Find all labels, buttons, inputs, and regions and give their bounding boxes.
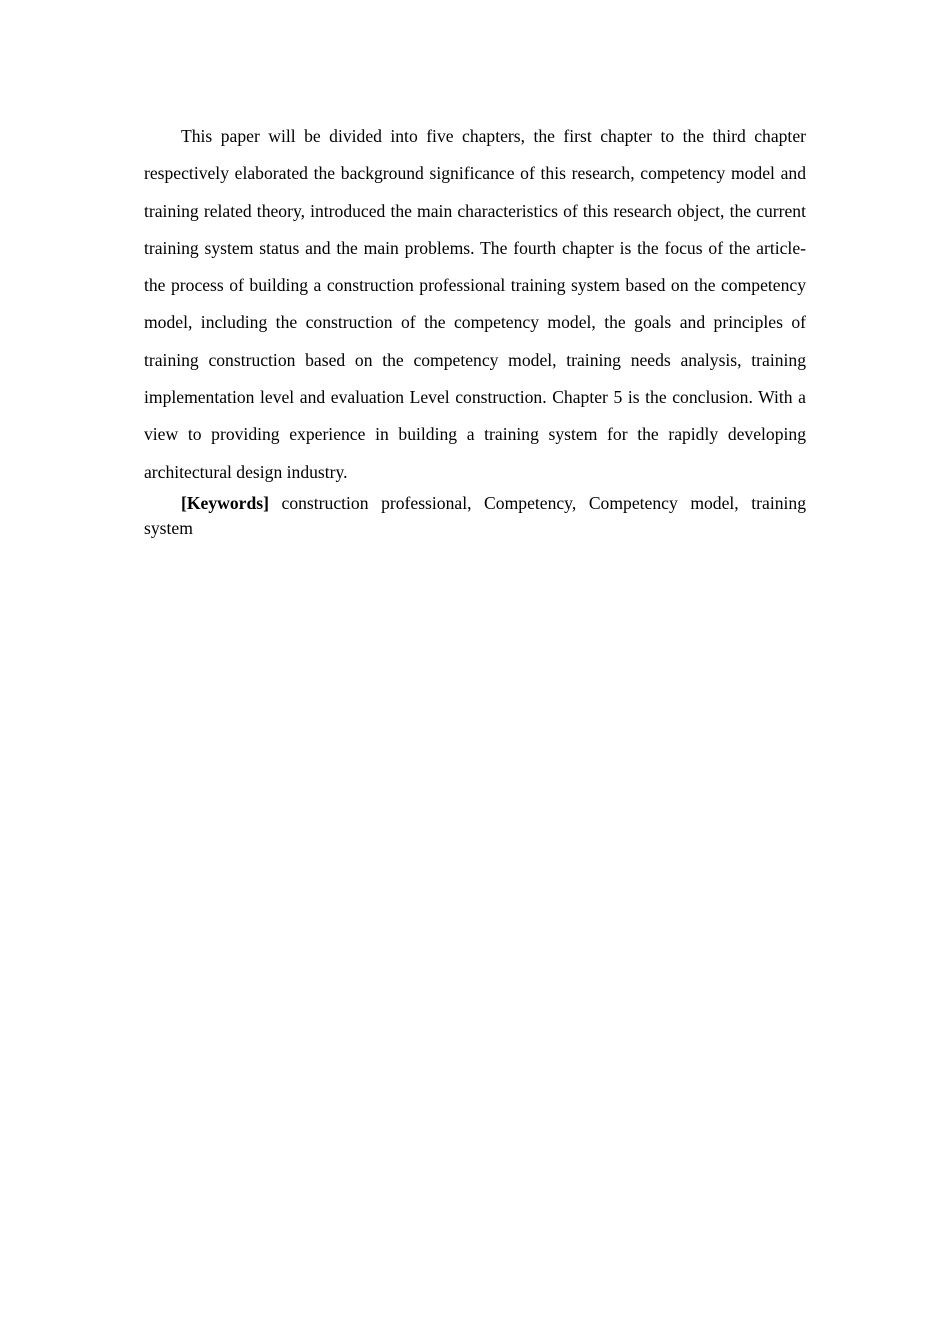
keywords-text: construction professional, Competency, Competency model, training system xyxy=(144,492,806,538)
keywords-line xyxy=(144,491,806,541)
keywords-label: [Keywords] xyxy=(181,492,269,513)
abstract-paragraph: This paper will be divided into five chapters, the first chapter to the third chapter respectively elaborated the background significance of this research, competency model and training related theory, introduced the main characteristics of this research object, the current training system status and the main problems. The fourth chapter is the focus of the article-the process of building a construction professional training system based on the competency model, including the construction of the competency model, the goals and principles of training construction based on the competency model, training needs analysis, training implementation level and evaluation Level construction. Chapter 5 is the conclusion. With a view to providing experience in building a training system for the rapidly developing architectural design industry. xyxy=(144,126,806,482)
abstract-section xyxy=(144,118,806,541)
